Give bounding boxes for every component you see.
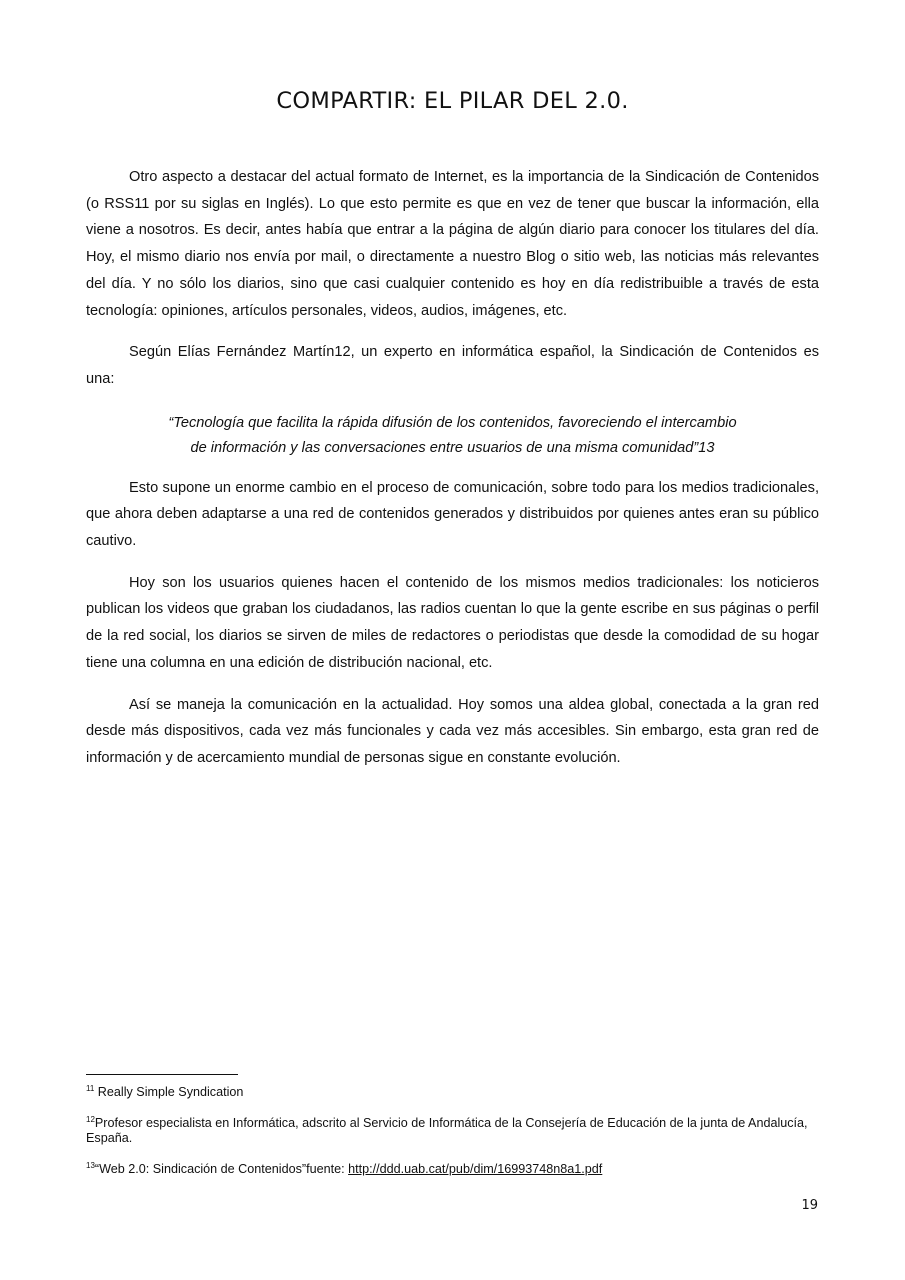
footnote-mark: 11 (86, 1084, 95, 1093)
footnote-text: Profesor especialista en Informática, adscrito al Servicio de Informática de la Consejería de Educación de la junta de Andalucía, España. (86, 1115, 808, 1145)
footnote-source-link[interactable]: http://ddd.uab.cat/pub/dim/16993748n8a1.pdf (348, 1161, 603, 1176)
page-title: COMPARTIR: EL PILAR DEL 2.0. (276, 88, 629, 114)
block-quote: “Tecnología que facilita la rápida difusión de los contenidos, favoreciendo el intercambio de información y las conversaciones entre usuarios de una misma comunidad”13 (168, 414, 737, 456)
paragraph-rss: Otro aspecto a destacar del actual formato de Internet, es la importancia de la Sindicación de Contenidos (o RSS11 por su siglas en Inglés). Lo que esto permite es que en vez de tener que buscar la información, ella viene a nosotros. Es decir, antes había que entrar a la página de algún diario para conocer los titulares del día. Hoy, el mismo diario nos envía por mail, o directamente a nuestro Blog o sitio web, las noticias más relevantes del día. Y no sólo los diarios, sino que casi cualquier contenido es hoy en día redistribuible a través de esta tecnología: opiniones, artículos personales, videos, audios, imágenes, etc. (86, 169, 819, 319)
footnotes (86, 1085, 819, 1177)
paragraph-users: Hoy son los usuarios quienes hacen el contenido de los mismos medios tradicionales: los noticieros publican los videos que graban los ciudadanos, las radios cuentan lo que la gente escribe en sus páginas o perfil de la red social, los diarios se sirven de miles de redactores o periodistas que desde la comodidad de su hogar tiene una columna en una edición de distribución nacional, etc. (86, 574, 819, 671)
footnote-11 (86, 1085, 819, 1101)
footnote-mark: 12 (86, 1114, 95, 1124)
footnote-12 (86, 1116, 819, 1147)
document-body (86, 164, 819, 772)
footnote-mark: 13 (86, 1160, 95, 1170)
footnote-text: “Web 2.0: Sindicación de Contenidos”fuente: (94, 1161, 349, 1176)
paragraph-global-village: Así se maneja la comunicación en la actualidad. Hoy somos una aldea global, conectada a la gran red desde más dispositivos, cada vez más funcionales y cada vez más accesibles. Sin embargo, esta gran red de información y de acercamiento mundial de personas sigue en constante evolución. (86, 696, 819, 766)
footnote-separator (86, 1074, 238, 1075)
paragraph-change: Esto supone un enorme cambio en el proceso de comunicación, sobre todo para los medios tradicionales, que ahora deben adaptarse a una red de contenidos generados y distribuidos por quienes antes eran su público cautivo. (86, 479, 819, 550)
paragraph-definition-intro: Según Elías Fernández Martín12, un experto en informática español, la Sindicación de Contenidos es una: (86, 344, 819, 387)
page-number: 19 (801, 1198, 818, 1213)
footnote-text: Really Simple Syndication (94, 1085, 244, 1099)
footnote-13 (86, 1162, 819, 1178)
